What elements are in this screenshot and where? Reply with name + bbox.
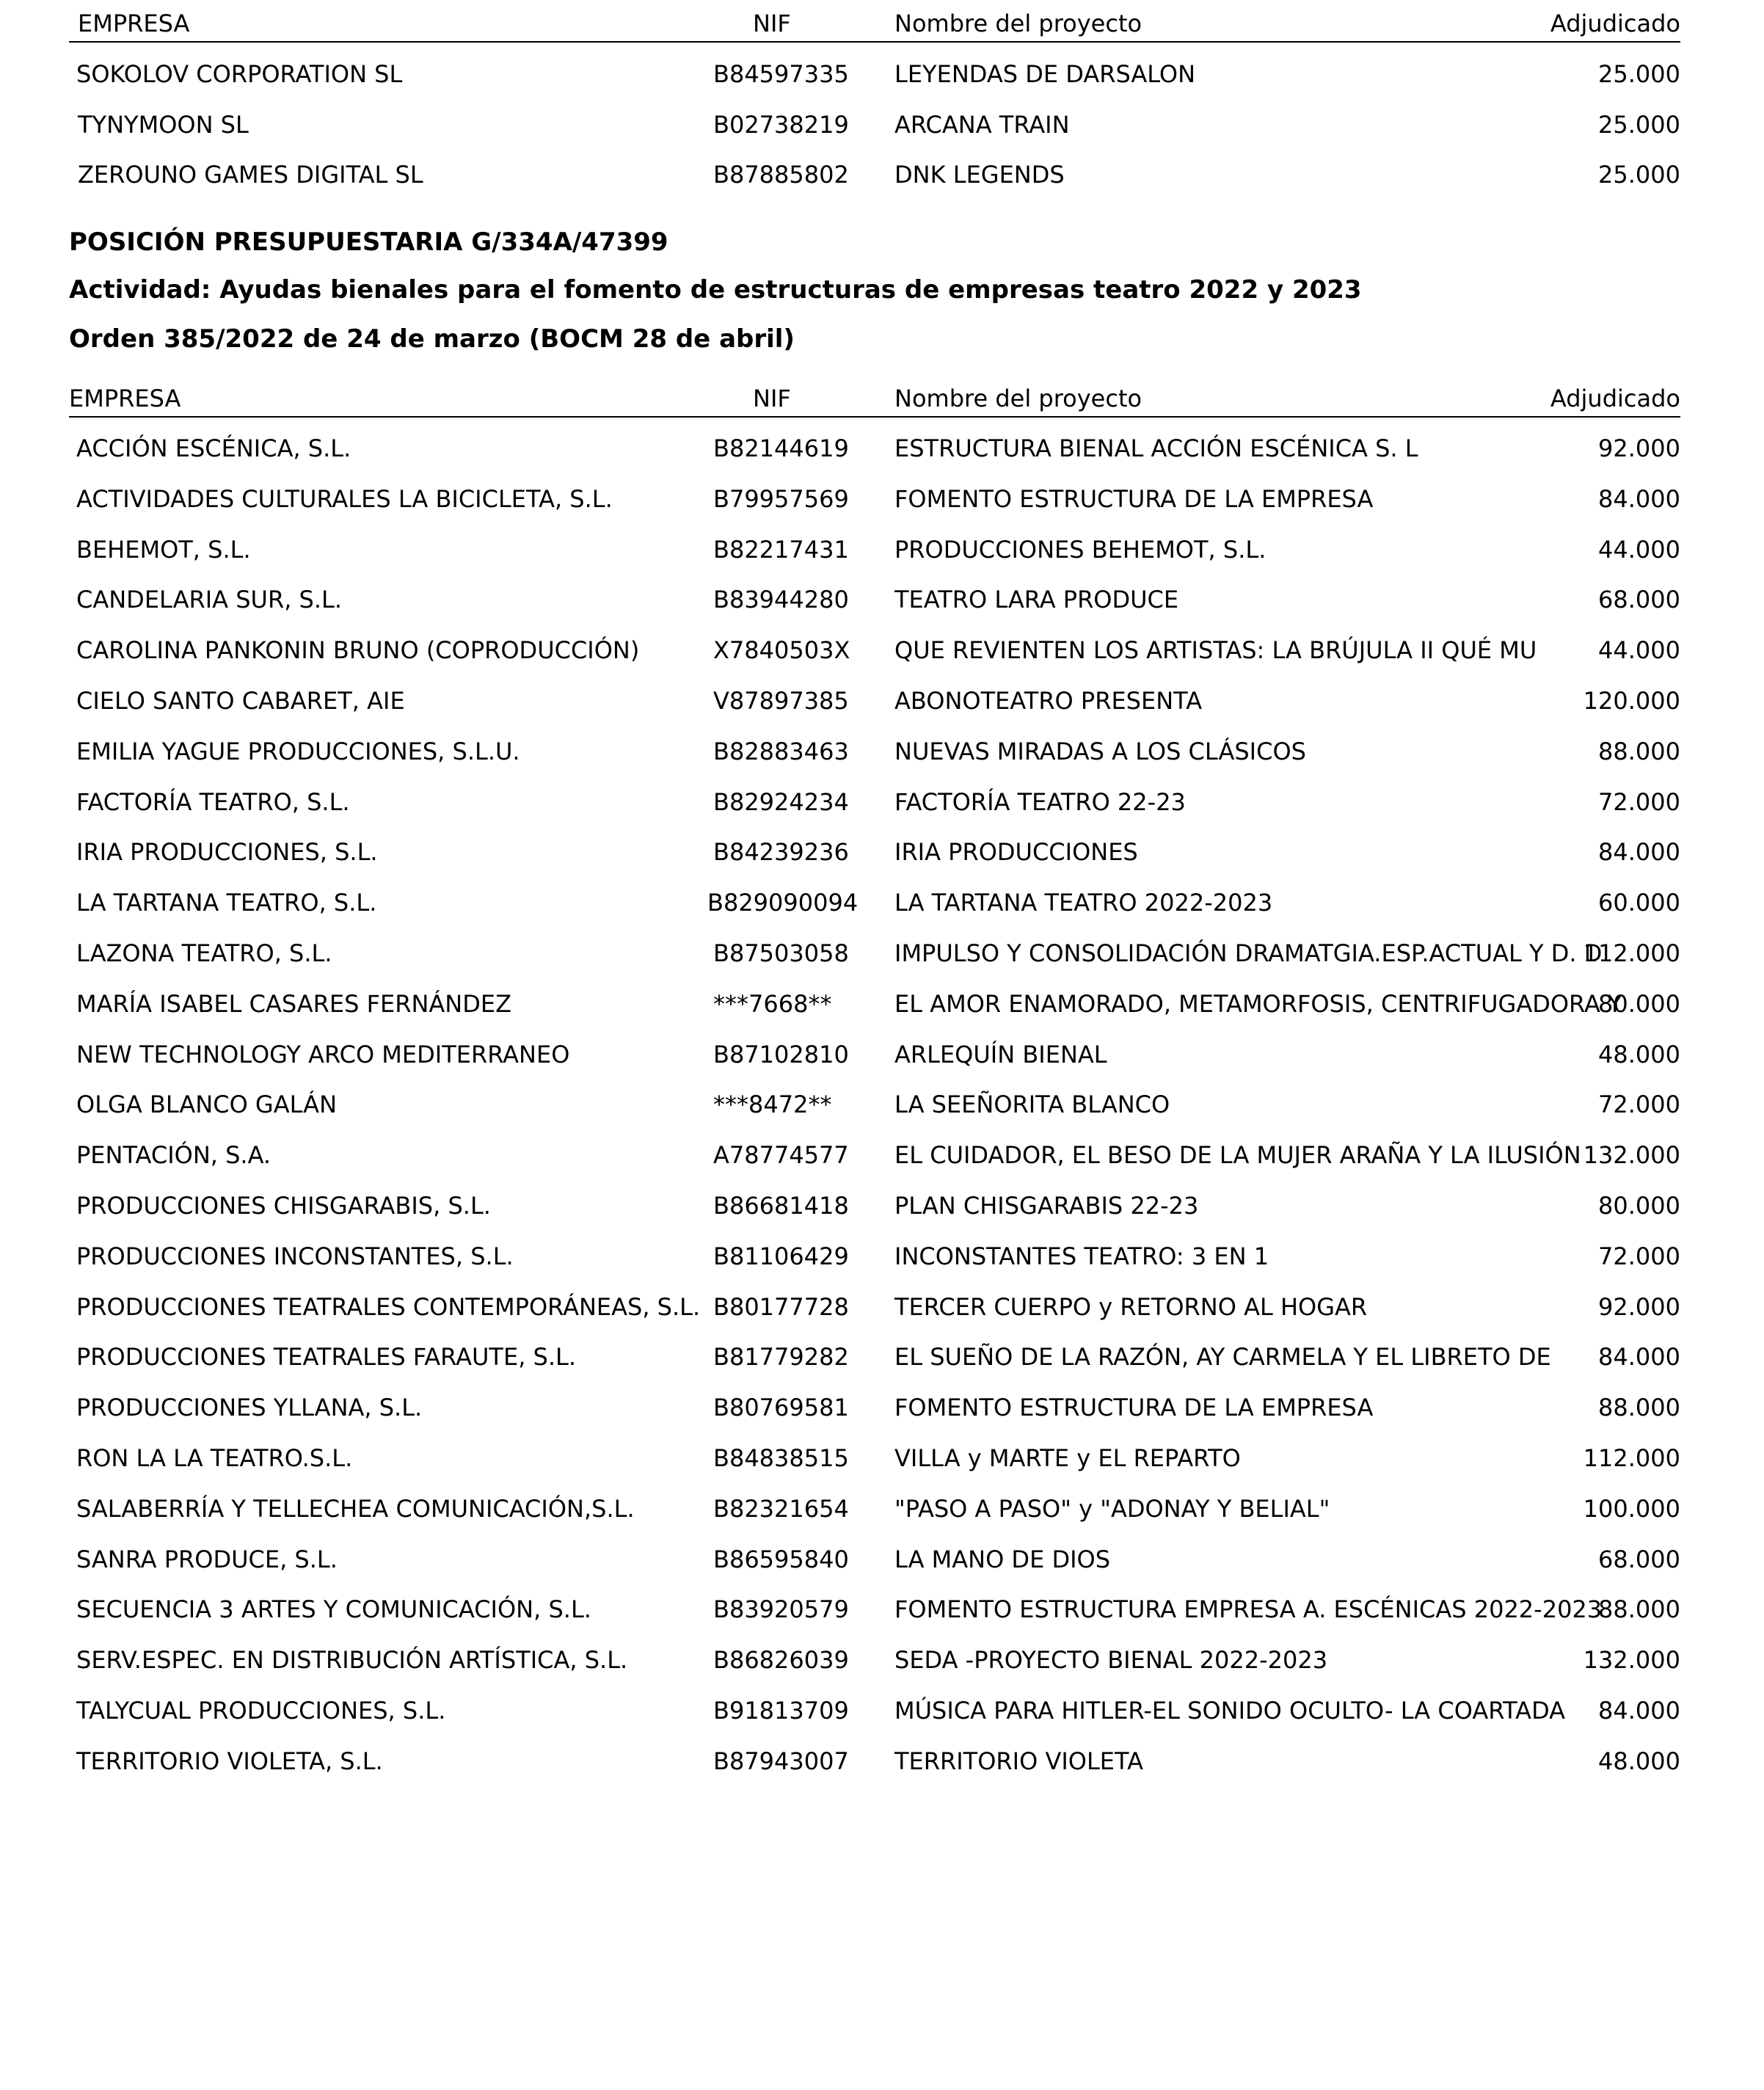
row-adjudicado: 80.000 — [1598, 990, 1680, 1018]
row-nif: B81779282 — [713, 1343, 849, 1371]
row-nombre: FOMENTO ESTRUCTURA DE LA EMPRESA — [894, 1394, 1374, 1421]
row-nombre: LEYENDAS DE DARSALON — [894, 60, 1196, 88]
row-empresa: CIELO SANTO CABARET, AIE — [76, 687, 405, 715]
row-empresa: BEHEMOT, S.L. — [76, 536, 251, 564]
header-nif: NIF — [753, 385, 791, 412]
row-nif: B829090094 — [707, 889, 859, 917]
row-adjudicado: 72.000 — [1598, 1242, 1680, 1270]
row-nombre: "PASO A PASO" y "ADONAY Y BELIAL" — [894, 1495, 1330, 1523]
posicion-presupuestaria-heading: POSICIÓN PRESUPUESTARIA G/334A/47399 — [69, 227, 668, 257]
table-row — [69, 431, 1680, 466]
row-nombre: MÚSICA PARA HITLER-EL SONIDO OCULTO- LA COARTADA — [894, 1697, 1566, 1725]
table-row — [69, 1693, 1680, 1728]
table-row — [69, 1491, 1680, 1526]
row-adjudicado: 88.000 — [1598, 738, 1680, 765]
table-row — [69, 885, 1680, 920]
row-nombre: TERCER CUERPO y RETORNO AL HOGAR — [894, 1293, 1368, 1321]
row-adjudicado: 44.000 — [1598, 536, 1680, 564]
row-nombre: IRIA PRODUCCIONES — [894, 838, 1138, 866]
row-adjudicado: 72.000 — [1598, 788, 1680, 816]
row-nombre: PLAN CHISGARABIS 22-23 — [894, 1192, 1199, 1220]
row-nif: B84597335 — [713, 60, 849, 88]
row-adjudicado: 88.000 — [1598, 1595, 1680, 1623]
row-nif: ***8472** — [713, 1090, 832, 1118]
row-empresa: PRODUCCIONES TEATRALES FARAUTE, S.L. — [76, 1343, 577, 1371]
row-adjudicado: 84.000 — [1598, 1343, 1680, 1371]
row-adjudicado: 88.000 — [1598, 1394, 1680, 1421]
row-nombre: PRODUCCIONES BEHEMOT, S.L. — [894, 536, 1266, 564]
row-nombre: TERRITORIO VIOLETA — [894, 1747, 1143, 1775]
table-row — [69, 936, 1680, 971]
row-nif: B82883463 — [713, 738, 849, 765]
table-row — [69, 1339, 1680, 1374]
row-adjudicado: 92.000 — [1598, 1293, 1680, 1321]
row-nif: B80769581 — [713, 1394, 849, 1421]
row-nif: B79957569 — [713, 485, 849, 513]
row-nif: B84239236 — [713, 838, 849, 866]
header-adjudicado: Adjudicado — [1550, 10, 1680, 37]
row-nombre: INCONSTANTES TEATRO: 3 EN 1 — [894, 1242, 1269, 1270]
table-row — [69, 532, 1680, 567]
row-nombre: FOMENTO ESTRUCTURA DE LA EMPRESA — [894, 485, 1374, 513]
row-empresa: FACTORÍA TEATRO, S.L. — [76, 788, 350, 816]
row-nif: A78774577 — [713, 1141, 849, 1169]
row-adjudicado: 100.000 — [1583, 1495, 1680, 1523]
row-nif: B83920579 — [713, 1595, 849, 1623]
row-adjudicado: 92.000 — [1598, 434, 1680, 462]
row-adjudicado: 80.000 — [1598, 1192, 1680, 1220]
row-adjudicado: 84.000 — [1598, 1697, 1680, 1725]
row-adjudicado: 84.000 — [1598, 838, 1680, 866]
row-nif: B82321654 — [713, 1495, 849, 1523]
row-nombre: LA MANO DE DIOS — [894, 1545, 1111, 1573]
row-adjudicado: 48.000 — [1598, 1747, 1680, 1775]
row-empresa: TYNYMOON SL — [78, 111, 249, 139]
row-adjudicado: 84.000 — [1598, 485, 1680, 513]
row-nif: B80177728 — [713, 1293, 849, 1321]
actividad-heading: Actividad: Ayudas bienales para el fomento de estructuras de empresas teatro 2022 y 2023 — [69, 275, 1362, 305]
row-nif: B82924234 — [713, 788, 849, 816]
row-nombre: DNK LEGENDS — [894, 161, 1065, 189]
row-empresa: LAZONA TEATRO, S.L. — [76, 939, 332, 967]
row-nif: B87943007 — [713, 1747, 849, 1775]
row-nif: B91813709 — [713, 1697, 849, 1725]
row-nombre: LA TARTANA TEATRO 2022-2023 — [894, 889, 1273, 917]
row-nif: B83944280 — [713, 586, 849, 613]
row-nombre: VILLA y MARTE y EL REPARTO — [894, 1444, 1241, 1472]
row-nif: B02738219 — [713, 111, 849, 139]
table-row — [69, 784, 1680, 820]
row-nombre: ARCANA TRAIN — [894, 111, 1070, 139]
table2-header — [69, 381, 1680, 418]
row-empresa: SECUENCIA 3 ARTES Y COMUNICACIÓN, S.L. — [76, 1595, 591, 1623]
row-empresa: TALYCUAL PRODUCCIONES, S.L. — [76, 1697, 446, 1725]
row-adjudicado: 48.000 — [1598, 1041, 1680, 1068]
table1-header — [69, 6, 1680, 43]
row-nombre: FOMENTO ESTRUCTURA EMPRESA A. ESCÉNICAS 2022-2023 — [894, 1595, 1603, 1623]
orden-heading: Orden 385/2022 de 24 de marzo (BOCM 28 de abril) — [69, 324, 795, 354]
header-nif: NIF — [753, 10, 791, 37]
table-row — [69, 834, 1680, 870]
row-nombre: EL CUIDADOR, EL BESO DE LA MUJER ARAÑA Y LA ILUSIÓN — [894, 1141, 1581, 1169]
header-empresa: EMPRESA — [78, 10, 190, 37]
row-nombre: FACTORÍA TEATRO 22-23 — [894, 788, 1186, 816]
row-nombre: EL AMOR ENAMORADO, METAMORFOSIS, CENTRIFUGADORA Y — [894, 990, 1622, 1018]
row-empresa: SANRA PRODUCE, S.L. — [76, 1545, 338, 1573]
row-nombre: ARLEQUÍN BIENAL — [894, 1041, 1107, 1068]
row-empresa: PRODUCCIONES TEATRALES CONTEMPORÁNEAS, S.L. — [76, 1293, 701, 1321]
header-adjudicado: Adjudicado — [1550, 385, 1680, 412]
row-nif: B87102810 — [713, 1041, 849, 1068]
row-empresa: LA TARTANA TEATRO, S.L. — [76, 889, 377, 917]
row-adjudicado: 112.000 — [1583, 939, 1680, 967]
row-adjudicado: 112.000 — [1583, 1444, 1680, 1472]
row-adjudicado: 25.000 — [1598, 60, 1680, 88]
row-nombre: EL SUEÑO DE LA RAZÓN, AY CARMELA Y EL LIBRETO DE — [894, 1343, 1551, 1371]
row-adjudicado: 120.000 — [1583, 687, 1680, 715]
table-row — [69, 734, 1680, 769]
table-row — [69, 1239, 1680, 1274]
row-nombre: NUEVAS MIRADAS A LOS CLÁSICOS — [894, 738, 1306, 765]
row-empresa: OLGA BLANCO GALÁN — [76, 1090, 337, 1118]
row-nif: B84838515 — [713, 1444, 849, 1472]
table-row — [69, 1390, 1680, 1425]
row-adjudicado: 72.000 — [1598, 1090, 1680, 1118]
row-empresa: TERRITORIO VIOLETA, S.L. — [76, 1747, 383, 1775]
row-nif: B82144619 — [713, 434, 849, 462]
row-empresa: EMILIA YAGUE PRODUCCIONES, S.L.U. — [76, 738, 520, 765]
row-empresa: SOKOLOV CORPORATION SL — [76, 60, 403, 88]
row-empresa: ACTIVIDADES CULTURALES LA BICICLETA, S.L. — [76, 485, 613, 513]
table-row — [69, 1744, 1680, 1779]
row-nif: B86681418 — [713, 1192, 849, 1220]
row-empresa: CAROLINA PANKONIN BRUNO (COPRODUCCIÓN) — [76, 636, 640, 664]
header-nombre: Nombre del proyecto — [894, 10, 1142, 37]
table-row — [69, 986, 1680, 1022]
table-row — [69, 1642, 1680, 1678]
table-row — [69, 1137, 1680, 1173]
table-row — [69, 57, 1680, 92]
row-nif: X7840503X — [713, 636, 850, 664]
row-empresa: PRODUCCIONES YLLANA, S.L. — [76, 1394, 423, 1421]
table-row — [69, 582, 1680, 617]
table-row — [69, 1188, 1680, 1223]
table-row — [69, 481, 1680, 517]
row-nombre: QUE REVIENTEN LOS ARTISTAS: LA BRÚJULA II QUÉ MU — [894, 636, 1537, 664]
row-nif: B87885802 — [713, 161, 849, 189]
row-empresa: ZEROUNO GAMES DIGITAL SL — [78, 161, 423, 189]
row-nombre: LA SEEÑORITA BLANCO — [894, 1090, 1170, 1118]
row-nif: ***7668** — [713, 990, 832, 1018]
row-empresa: SERV.ESPEC. EN DISTRIBUCIÓN ARTÍSTICA, S.L. — [76, 1646, 628, 1674]
row-empresa: NEW TECHNOLOGY ARCO MEDITERRANEO — [76, 1041, 570, 1068]
table-row — [69, 107, 1680, 142]
table-row — [69, 1289, 1680, 1325]
row-nif: B87503058 — [713, 939, 849, 967]
row-empresa: SALABERRÍA Y TELLECHEA COMUNICACIÓN,S.L. — [76, 1495, 635, 1523]
row-empresa: PRODUCCIONES CHISGARABIS, S.L. — [76, 1192, 491, 1220]
table-row — [69, 157, 1680, 192]
row-adjudicado: 68.000 — [1598, 1545, 1680, 1573]
row-nombre: ABONOTEATRO PRESENTA — [894, 687, 1203, 715]
row-nif: B86826039 — [713, 1646, 849, 1674]
table-row — [69, 683, 1680, 718]
row-nif: V87897385 — [713, 687, 849, 715]
row-empresa: PENTACIÓN, S.A. — [76, 1141, 271, 1169]
table-row — [69, 1087, 1680, 1122]
row-empresa: IRIA PRODUCCIONES, S.L. — [76, 838, 378, 866]
table-row — [69, 1441, 1680, 1476]
row-empresa: MARÍA ISABEL CASARES FERNÁNDEZ — [76, 990, 512, 1018]
row-empresa: CANDELARIA SUR, S.L. — [76, 586, 343, 613]
row-nombre: ESTRUCTURA BIENAL ACCIÓN ESCÉNICA S. L — [894, 434, 1418, 462]
row-empresa: ACCIÓN ESCÉNICA, S.L. — [76, 434, 351, 462]
row-nif: B81106429 — [713, 1242, 849, 1270]
header-nombre: Nombre del proyecto — [894, 385, 1142, 412]
row-nombre: TEATRO LARA PRODUCE — [894, 586, 1179, 613]
row-adjudicado: 60.000 — [1598, 889, 1680, 917]
row-nif: B86595840 — [713, 1545, 849, 1573]
row-empresa: PRODUCCIONES INCONSTANTES, S.L. — [76, 1242, 514, 1270]
table-row — [69, 1592, 1680, 1627]
header-empresa: EMPRESA — [69, 385, 181, 412]
row-adjudicado: 132.000 — [1583, 1646, 1680, 1674]
row-empresa: RON LA LA TEATRO.S.L. — [76, 1444, 353, 1472]
table-row — [69, 1037, 1680, 1072]
row-adjudicado: 25.000 — [1598, 161, 1680, 189]
table-row — [69, 1542, 1680, 1577]
row-adjudicado: 132.000 — [1583, 1141, 1680, 1169]
row-nombre: IMPULSO Y CONSOLIDACIÓN DRAMATGIA.ESP.ACTUAL Y D. D — [894, 939, 1603, 967]
row-adjudicado: 25.000 — [1598, 111, 1680, 139]
row-adjudicado: 44.000 — [1598, 636, 1680, 664]
row-adjudicado: 68.000 — [1598, 586, 1680, 613]
row-nif: B82217431 — [713, 536, 849, 564]
table-row — [69, 633, 1680, 668]
row-nombre: SEDA -PROYECTO BIENAL 2022-2023 — [894, 1646, 1328, 1674]
